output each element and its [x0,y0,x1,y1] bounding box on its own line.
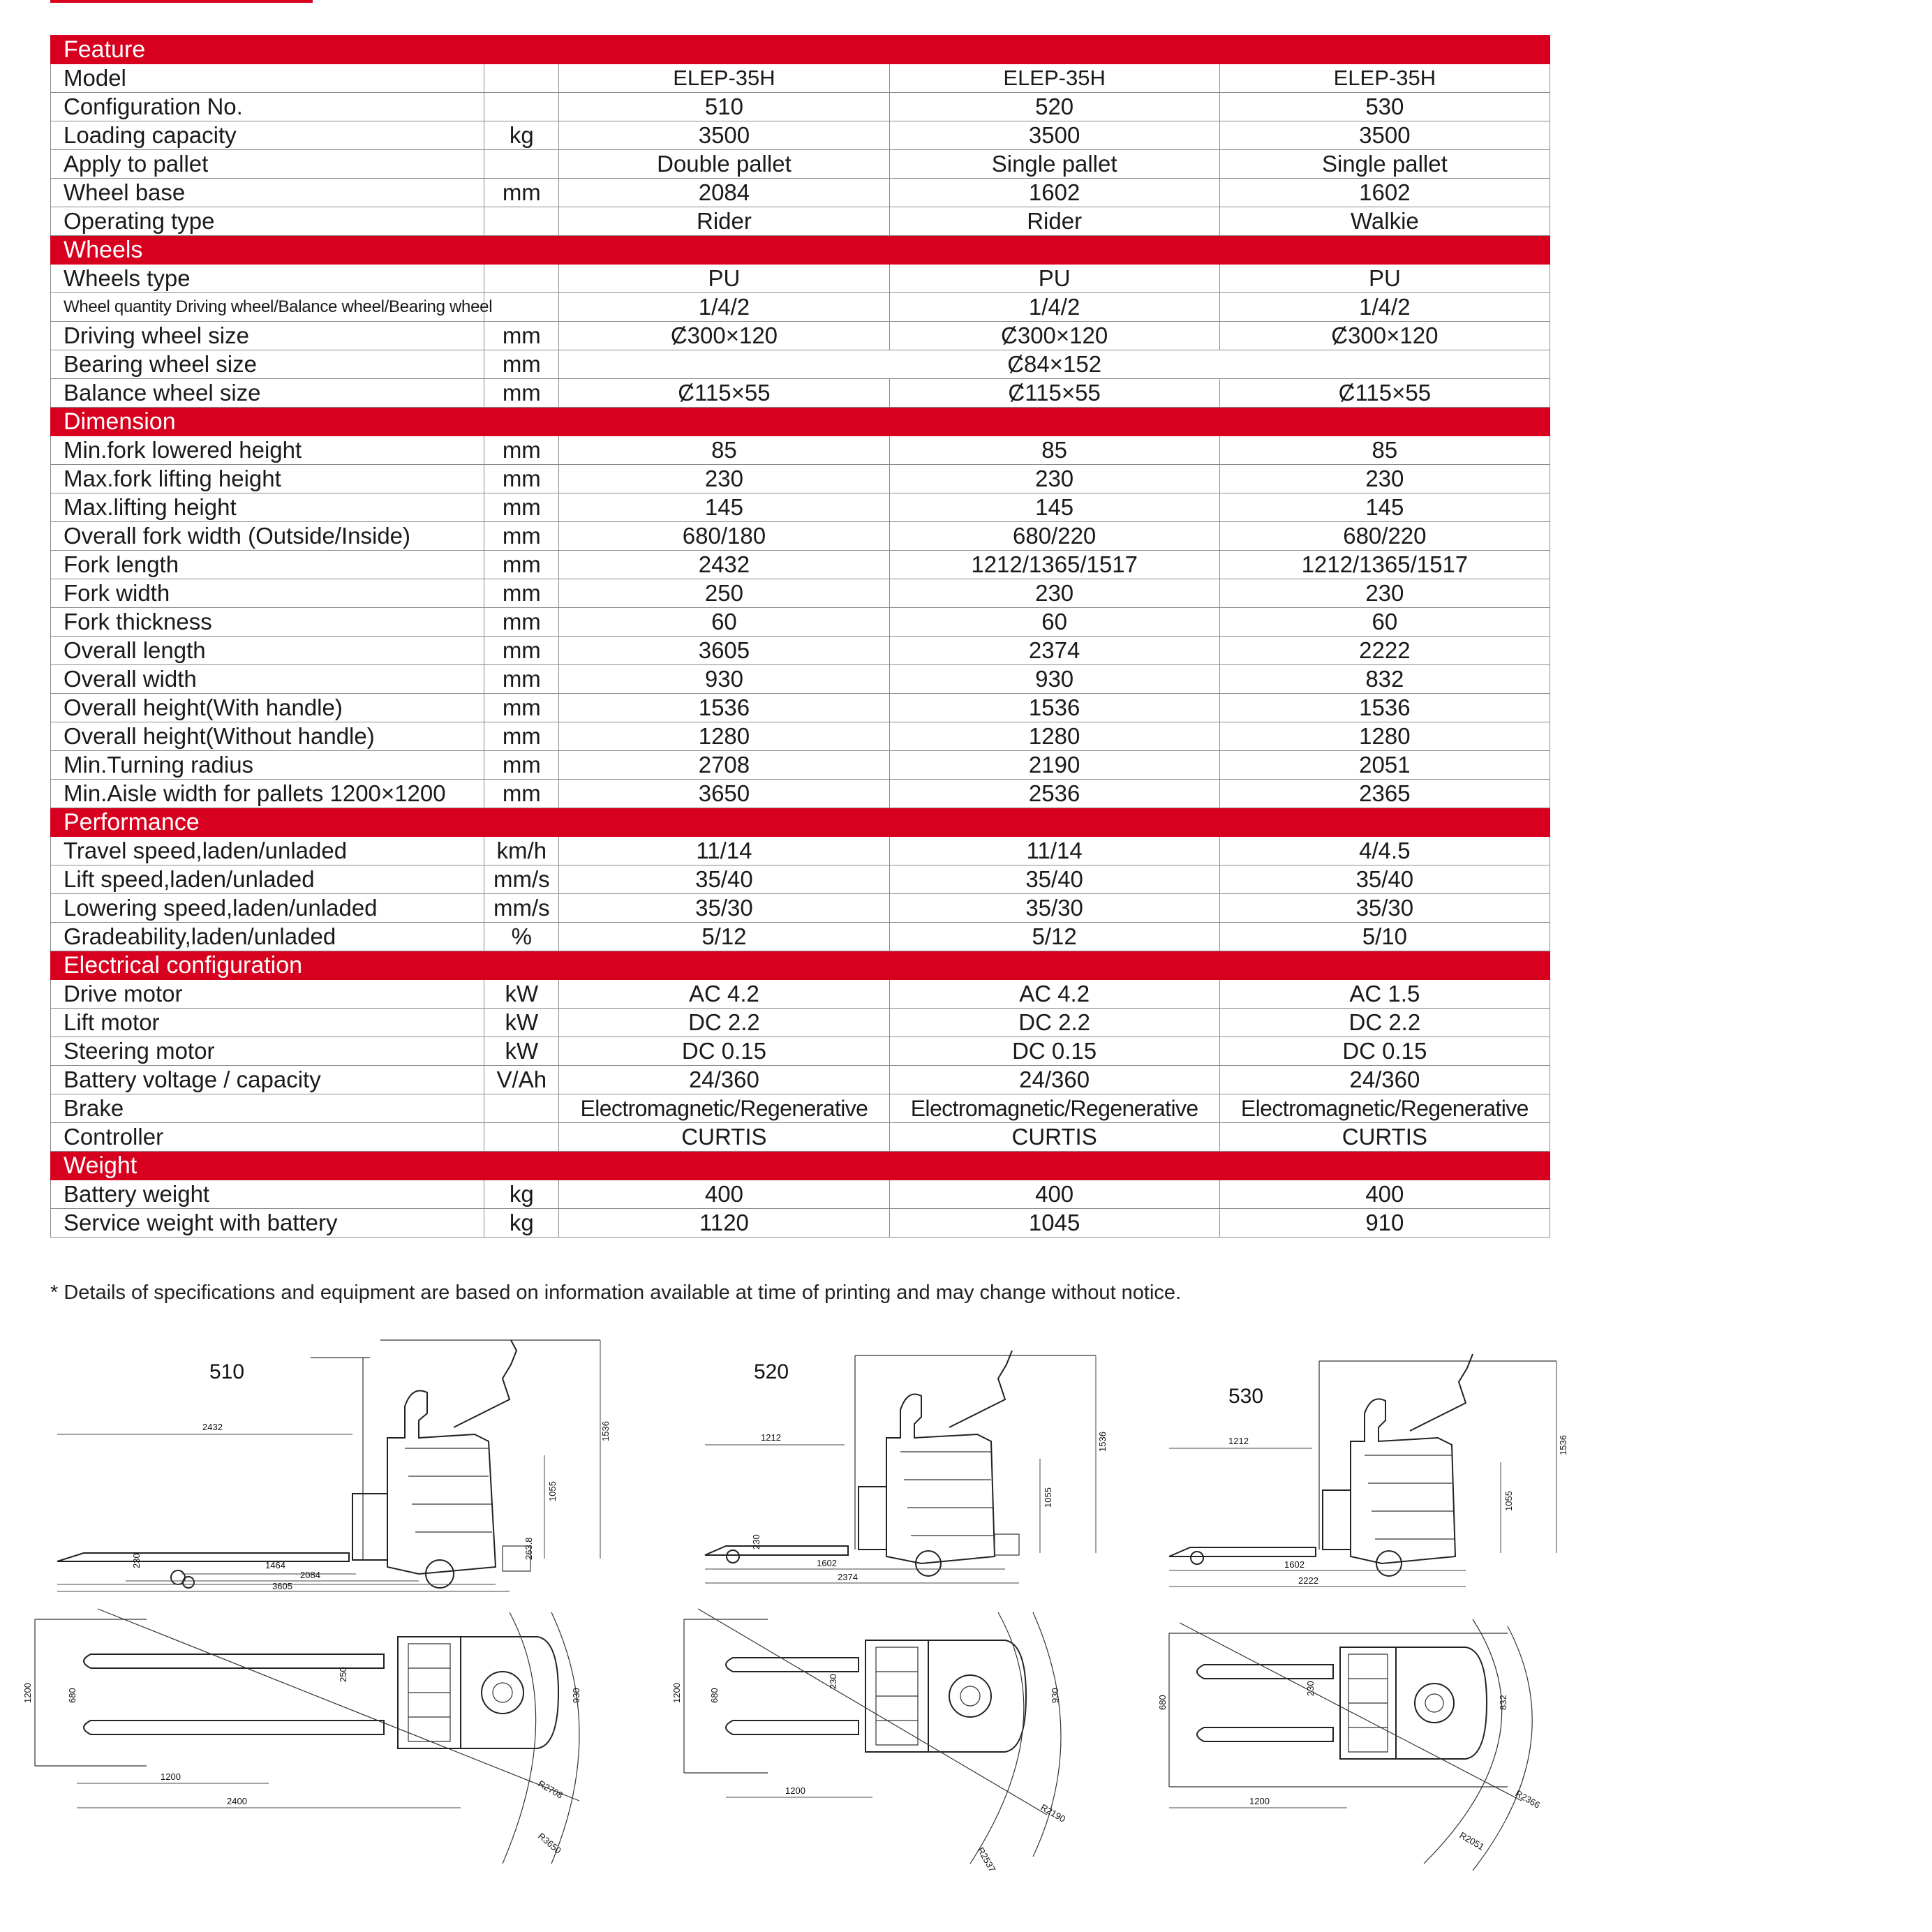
row-label: Brake [51,1094,484,1123]
row-value: DC 0.15 [889,1037,1219,1066]
row-unit: mm [484,322,559,350]
section-header [51,951,1550,980]
row-value: CURTIS [559,1123,889,1152]
row-value: 24/360 [889,1066,1219,1094]
row-value: 2536 [889,780,1219,808]
footnote: * Details of specifications and equipment are based on information available at time of printing and may change without notice. [50,1281,1182,1304]
dim-832: 832 [1498,1695,1508,1710]
table-row [51,1009,1550,1037]
row-value: 2432 [559,551,889,579]
row-value: 3500 [559,121,889,150]
row-label: Drive motor [51,980,484,1009]
row-value: CURTIS [889,1123,1219,1152]
row-unit: mm [484,179,559,207]
dim-turn-radius: R2708 [536,1778,565,1801]
table-row [51,1037,1550,1066]
row-value-merged: Ȼ84×152 [559,350,1550,379]
row-value: Ȼ115×55 [889,379,1219,408]
row-value: 1536 [559,694,889,722]
section-title: Electrical configuration [51,951,1550,980]
row-value: PU [1219,265,1550,293]
row-unit: kW [484,1009,559,1037]
row-value: 400 [1219,1180,1550,1209]
top-view-510 [21,1605,593,1871]
row-value: Walkie [1219,207,1550,236]
row-label: Min.Turning radius [51,751,484,780]
row-value: 400 [889,1180,1219,1209]
dim-wheel-base: 2084 [300,1570,320,1580]
row-value: 11/14 [889,837,1219,865]
row-unit: mm/s [484,865,559,894]
dim-1055: 1055 [547,1481,558,1501]
row-unit: mm/s [484,894,559,923]
row-label: Fork thickness [51,608,484,637]
row-label: Bearing wheel size [51,350,484,379]
table-row [51,436,1550,465]
row-unit: kg [484,1209,559,1238]
row-value: 1602 [1219,179,1550,207]
row-label: Service weight with battery [51,1209,484,1238]
row-value: 1212/1365/1517 [1219,551,1550,579]
side-view-520 [684,1347,1117,1584]
row-value: DC 2.2 [1219,1009,1550,1037]
row-label: Wheel quantity Driving wheel/Balance wheel/Bearing wheel [51,293,484,322]
section-title: Dimension [51,408,1550,436]
row-value: DC 2.2 [559,1009,889,1037]
table-row [51,379,1550,408]
row-value: 85 [559,436,889,465]
row-unit [484,150,559,179]
row-value: ELEP-35H [559,64,889,93]
row-label: Overall height(Without handle) [51,722,484,751]
row-label: Configuration No. [51,93,484,121]
row-unit: mm [484,350,559,379]
row-value: Rider [559,207,889,236]
row-label: Wheels type [51,265,484,293]
table-row [51,493,1550,522]
table-row [51,608,1550,637]
row-value: Electromagnetic/Regenerative [559,1094,889,1123]
row-value: 680/220 [1219,522,1550,551]
row-unit: kW [484,980,559,1009]
dim-250: 250 [338,1667,348,1682]
row-value: 35/30 [889,894,1219,923]
row-value: 5/10 [1219,923,1550,951]
row-value: 1/4/2 [559,293,889,322]
dim-230: 230 [828,1674,838,1689]
dim-aisle-radius: R2537 [975,1845,998,1874]
table-row [51,465,1550,493]
dim-263: 263.8 [523,1537,534,1560]
row-unit: mm [484,665,559,694]
row-value: Double pallet [559,150,889,179]
table-row [51,980,1550,1009]
row-value: 1280 [1219,722,1550,751]
table-row [51,551,1550,579]
dim-length-1200: 1200 [785,1785,805,1796]
row-value: Ȼ300×120 [1219,322,1550,350]
row-value: 5/12 [559,923,889,951]
spec-table-body [51,36,1550,1238]
table-row [51,207,1550,236]
row-value: 3500 [1219,121,1550,150]
row-value: 1212/1365/1517 [889,551,1219,579]
row-unit [484,64,559,93]
top-view-520 [670,1605,1103,1874]
row-value: 2051 [1219,751,1550,780]
row-label: Lift speed,laden/unladed [51,865,484,894]
dim-1055: 1055 [1503,1491,1514,1511]
row-value: 35/40 [559,865,889,894]
row-value: 2708 [559,751,889,780]
row-value: 230 [889,465,1219,493]
spec-table [50,35,1550,1238]
dim-wheel-base: 1602 [817,1558,837,1568]
dim-230: 230 [1305,1681,1316,1696]
row-unit: kg [484,1180,559,1209]
row-label: Battery voltage / capacity [51,1066,484,1094]
table-row [51,522,1550,551]
row-value: PU [889,265,1219,293]
row-label: Gradeability,laden/unladed [51,923,484,951]
row-value: DC 0.15 [559,1037,889,1066]
section-title: Weight [51,1152,1550,1180]
row-value: 510 [559,93,889,121]
row-label: Overall width [51,665,484,694]
row-value: Ȼ115×55 [559,379,889,408]
row-label: Apply to pallet [51,150,484,179]
dim-930: 930 [1050,1688,1060,1703]
row-value: 35/40 [889,865,1219,894]
row-value: Electromagnetic/Regenerative [889,1094,1219,1123]
row-unit: mm [484,780,559,808]
dim-wheel-base: 1602 [1284,1559,1305,1570]
section-header [51,1152,1550,1180]
row-unit: mm [484,722,559,751]
row-unit: km/h [484,837,559,865]
section-title: Performance [51,808,1550,837]
row-unit: mm [484,436,559,465]
row-value: Electromagnetic/Regenerative [1219,1094,1550,1123]
dim-930: 930 [571,1688,581,1703]
row-unit: mm [484,751,559,780]
dim-1536: 1536 [1097,1432,1108,1452]
table-row [51,923,1550,951]
row-value: 230 [1219,579,1550,608]
row-value: 3650 [559,780,889,808]
row-value: Single pallet [1219,150,1550,179]
row-unit: mm [484,493,559,522]
row-unit: mm [484,465,559,493]
row-value: 2190 [889,751,1219,780]
row-unit: mm [484,579,559,608]
table-row [51,665,1550,694]
row-label: Fork length [51,551,484,579]
table-row [51,322,1550,350]
row-value: 400 [559,1180,889,1209]
row-value: 2084 [559,179,889,207]
row-value: ELEP-35H [889,64,1219,93]
table-row [51,1066,1550,1094]
row-value: 60 [1219,608,1550,637]
dim-length-1200: 1200 [161,1771,181,1782]
table-row [51,579,1550,608]
row-label: Wheel base [51,179,484,207]
table-row [51,150,1550,179]
table-row [51,1209,1550,1238]
dim-overall-length: 2222 [1298,1575,1318,1586]
dim-fork-length: 1212 [761,1432,781,1443]
row-label: Operating type [51,207,484,236]
row-label: Steering motor [51,1037,484,1066]
dim-fork-length: 2432 [202,1422,223,1432]
drawing-title: 510 [209,1360,245,1383]
row-value: 35/30 [559,894,889,923]
row-label: Overall height(With handle) [51,694,484,722]
row-value: 230 [559,465,889,493]
dim-turn-radius: R2051 [1457,1829,1487,1852]
table-row [51,121,1550,150]
row-value: DC 0.15 [1219,1037,1550,1066]
dim-aisle-radius: R3650 [536,1830,564,1856]
row-value: 3605 [559,637,889,665]
table-row [51,722,1550,751]
row-value: DC 2.2 [889,1009,1219,1037]
dim-width-1200: 1200 [22,1683,33,1703]
drawing-title: 520 [754,1360,789,1383]
row-unit: % [484,923,559,951]
row-unit [484,207,559,236]
row-value: 230 [889,579,1219,608]
section-header [51,808,1550,837]
row-value: 35/30 [1219,894,1550,923]
table-row [51,865,1550,894]
dim-turn-radius: R2190 [1039,1801,1068,1825]
row-value: 1280 [889,722,1219,751]
row-unit: V/Ah [484,1066,559,1094]
row-value: CURTIS [1219,1123,1550,1152]
top-accent-bar [50,0,313,3]
row-label: Driving wheel size [51,322,484,350]
row-value: 530 [1219,93,1550,121]
row-value: 35/40 [1219,865,1550,894]
table-row [51,637,1550,665]
row-label: Overall fork width (Outside/Inside) [51,522,484,551]
row-unit [484,265,559,293]
row-value: 1536 [889,694,1219,722]
row-label: Lift motor [51,1009,484,1037]
dim-length-2400: 2400 [227,1796,247,1806]
row-value: 250 [559,579,889,608]
row-value: AC 4.2 [889,980,1219,1009]
dim-680: 680 [67,1688,77,1703]
table-row [51,265,1550,293]
dim-overall-length: 3605 [272,1581,292,1591]
row-value: Single pallet [889,150,1219,179]
table-row [51,1123,1550,1152]
row-value: 11/14 [559,837,889,865]
section-header [51,236,1550,265]
row-value: 520 [889,93,1219,121]
row-value: 910 [1219,1209,1550,1238]
dim-length-1200: 1200 [1249,1796,1270,1806]
section-header [51,36,1550,64]
top-view-530 [1159,1612,1577,1878]
table-row [51,64,1550,93]
dim-lift: 230 [131,1553,142,1568]
row-label: Battery weight [51,1180,484,1209]
row-value: Ȼ300×120 [559,322,889,350]
row-value: 24/360 [1219,1066,1550,1094]
dim-680: 680 [709,1688,720,1703]
table-row [51,751,1550,780]
row-value: 1120 [559,1209,889,1238]
table-row [51,694,1550,722]
dim-1055: 1055 [1043,1487,1053,1508]
row-unit [484,1094,559,1123]
row-value: 1602 [889,179,1219,207]
row-value: ELEP-35H [1219,64,1550,93]
row-unit [484,93,559,121]
row-value: 145 [889,493,1219,522]
row-value: 1/4/2 [889,293,1219,322]
row-label: Lowering speed,laden/unladed [51,894,484,923]
row-unit [484,1123,559,1152]
table-row [51,350,1550,379]
section-title: Feature [51,36,1550,64]
row-label: Fork width [51,579,484,608]
row-unit: kW [484,1037,559,1066]
table-row [51,1180,1550,1209]
dim-aisle-radius: R2366 [1513,1788,1543,1811]
table-row [51,179,1550,207]
table-row [51,93,1550,121]
row-value: 85 [1219,436,1550,465]
row-value: 680/220 [889,522,1219,551]
row-value: 3500 [889,121,1219,150]
row-value: 24/360 [559,1066,889,1094]
row-value: Ȼ300×120 [889,322,1219,350]
dim-1536: 1536 [600,1421,611,1441]
row-value: AC 1.5 [1219,980,1550,1009]
row-value: 930 [559,665,889,694]
row-label: Balance wheel size [51,379,484,408]
table-row [51,780,1550,808]
row-label: Min.fork lowered height [51,436,484,465]
row-value: 832 [1219,665,1550,694]
dim-width-1200: 1200 [671,1683,682,1703]
row-unit [484,293,559,322]
row-value: 1/4/2 [1219,293,1550,322]
side-view-510 [42,1337,614,1595]
drawing-title: 530 [1228,1385,1264,1408]
row-value: AC 4.2 [559,980,889,1009]
row-label: Loading capacity [51,121,484,150]
side-view-530 [1159,1351,1577,1588]
row-unit: mm [484,379,559,408]
section-title: Wheels [51,236,1550,265]
row-value: 2365 [1219,780,1550,808]
table-row [51,1094,1550,1123]
dim-680: 680 [1157,1695,1168,1710]
table-row [51,293,1550,322]
row-value: 145 [559,493,889,522]
row-unit: mm [484,551,559,579]
row-value: 60 [889,608,1219,637]
row-value: 230 [1219,465,1550,493]
dim-overall-length: 2374 [838,1572,858,1582]
row-value: 4/4.5 [1219,837,1550,865]
row-value: 1536 [1219,694,1550,722]
row-value: 145 [1219,493,1550,522]
row-value: 60 [559,608,889,637]
section-header [51,408,1550,436]
row-value: Rider [889,207,1219,236]
row-label: Min.Aisle width for pallets 1200×1200 [51,780,484,808]
row-value: 1280 [559,722,889,751]
table-row [51,837,1550,865]
row-label: Travel speed,laden/unladed [51,837,484,865]
row-label: Model [51,64,484,93]
row-unit: mm [484,522,559,551]
row-label: Controller [51,1123,484,1152]
row-value: 1045 [889,1209,1219,1238]
row-unit: mm [484,694,559,722]
dim-fork-length: 1212 [1228,1436,1249,1446]
dim-1464: 1464 [265,1560,285,1570]
dim-lift: 230 [751,1534,761,1550]
row-unit: mm [484,637,559,665]
row-label: Overall length [51,637,484,665]
row-value: 680/180 [559,522,889,551]
row-label: Max.lifting height [51,493,484,522]
row-value: 930 [889,665,1219,694]
row-value: 5/12 [889,923,1219,951]
row-value: PU [559,265,889,293]
row-unit: mm [484,608,559,637]
row-unit: kg [484,121,559,150]
row-value: 85 [889,436,1219,465]
row-value: 2222 [1219,637,1550,665]
dim-1536: 1536 [1558,1435,1568,1455]
row-value: 2374 [889,637,1219,665]
table-row [51,894,1550,923]
row-label: Max.fork lifting height [51,465,484,493]
row-value: Ȼ115×55 [1219,379,1550,408]
